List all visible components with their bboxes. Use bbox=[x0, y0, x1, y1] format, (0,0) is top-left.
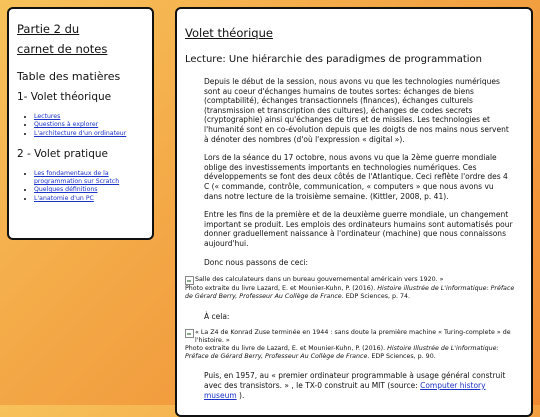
page-title: Volet théorique bbox=[185, 26, 273, 40]
credit-text: Photo extraite du livre de Lazard, E. et Mounier-Kuhn, P. (2016). bbox=[185, 344, 388, 352]
transition-text: À cela: bbox=[204, 311, 230, 321]
toc-list-practice bbox=[17, 170, 144, 203]
tx0-text-end: ). bbox=[236, 390, 245, 400]
credit-text-end: . EDP Sciences, p. 74. bbox=[341, 293, 411, 301]
credit-book-title: Histoire Illustrée de L'informatique: Préface de Gérard Berry, Professeur Au Collège de France bbox=[185, 344, 499, 361]
broken-image-icon bbox=[185, 276, 194, 285]
paragraph-transition: Donc nous passons de ceci: bbox=[204, 257, 309, 267]
sidebar-panel bbox=[7, 7, 154, 240]
list-item bbox=[34, 170, 144, 187]
tx0-text: Puis, en 1957, au « premier ordinateur programmable à usage général construit avec des transistors. » , le TX-0 construit au MIT (source: bbox=[204, 371, 506, 390]
toc-link-lectures[interactable]: Lectures bbox=[34, 113, 61, 120]
notebook-title-line1: Partie 2 du bbox=[17, 22, 80, 36]
paragraph-automation: Entre les fins de la première et de la deuxième guerre mondiale, un changement important se produit. Les emplois des ordinateurs humains sont automatisés pour donner graduellement naissance à l'ordinateur (machine) que nous connaissons aujourd'hui. bbox=[204, 210, 513, 248]
figure-credit bbox=[185, 285, 523, 301]
list-item bbox=[34, 121, 144, 129]
paragraph-intro: Depuis le début de la session, nous avons vu que les technologies numériques sont au coeur d'échanges humains de toutes sortes: échanges de biens (comptabilité), échanges transactionnels (finances), échanges culturels (transmission et transcription des cultures), échanges de codes secrets (cryptographie) ainsi qu'échanges de tirs et de missiles. Les technologies et l'humanité sont en co-évolution depuis que les doigts de nos mains nous servent à dénoter des nombres (d'où l'expression « digital »). bbox=[204, 77, 509, 144]
toc-link-definitions[interactable]: Quelques définitions bbox=[34, 186, 98, 194]
figure-credit bbox=[185, 345, 523, 361]
toc-link-scratch[interactable]: Les fondamentaux de la programmation sur Scratch bbox=[34, 169, 120, 186]
credit-text: Photo extraite du livre Lazard, E. et Mounier-Kuhn, P. (2016). bbox=[185, 285, 378, 293]
toc-link-pc-anatomy[interactable]: L'anatomie d'un PC bbox=[34, 194, 94, 202]
toc-link-questions[interactable]: Questions à explorer bbox=[34, 121, 99, 129]
toc-section-practice: 2 - Volet pratique bbox=[17, 147, 108, 160]
broken-image-icon bbox=[185, 329, 194, 338]
paragraph-war: Lors de la séance du 17 octobre, nous avons vu que la 2ème guerre mondiale oblige des investissements importants en technologies numériques. Ces développements se font des deux côtés de l'Atlantique. Ceci reflète l'ordre des 4 C (« commande, contrôle, communication, « computers » que nous avons vu dans notre lecture de la troisième semaine. (Kittler, 2008, p. 41). bbox=[204, 153, 508, 201]
paragraph-tx0 bbox=[204, 371, 513, 400]
toc-list-theory bbox=[17, 113, 144, 138]
figure-alt-text: « La Z4 de Konrad Zuse terminée en 1944 : sans doute la première machine « Turing-complete » de l'histoire. » bbox=[195, 328, 511, 344]
list-item bbox=[34, 130, 144, 138]
list-item bbox=[34, 186, 144, 194]
notebook-title-line2: carnet de notes bbox=[17, 42, 108, 56]
reading-title: Lecture: Une hiérarchie des paradigmes de programmation bbox=[185, 54, 482, 65]
toc-heading: Table des matières bbox=[17, 70, 121, 83]
content-panel bbox=[175, 7, 533, 417]
computer-history-museum-link[interactable]: Computer history museum bbox=[204, 380, 486, 400]
figure-alt-text: Salle des calculateurs dans un bureau gouvernemental américain vers 1920. » bbox=[195, 276, 444, 284]
toc-section-theory: 1- Volet théorique bbox=[17, 91, 112, 103]
credit-book-title: Histoire illustrée de L'informatique: Préface de Gérard Berry, Professeur Au Collège de France bbox=[185, 285, 515, 301]
figure-calculators bbox=[185, 276, 523, 301]
figure-z4 bbox=[185, 329, 523, 362]
toc-link-architecture[interactable]: L'architecture d'un ordinateur bbox=[34, 129, 127, 137]
list-item bbox=[34, 195, 144, 203]
credit-text-end: . EDP Sciences, p. 90. bbox=[367, 353, 436, 361]
